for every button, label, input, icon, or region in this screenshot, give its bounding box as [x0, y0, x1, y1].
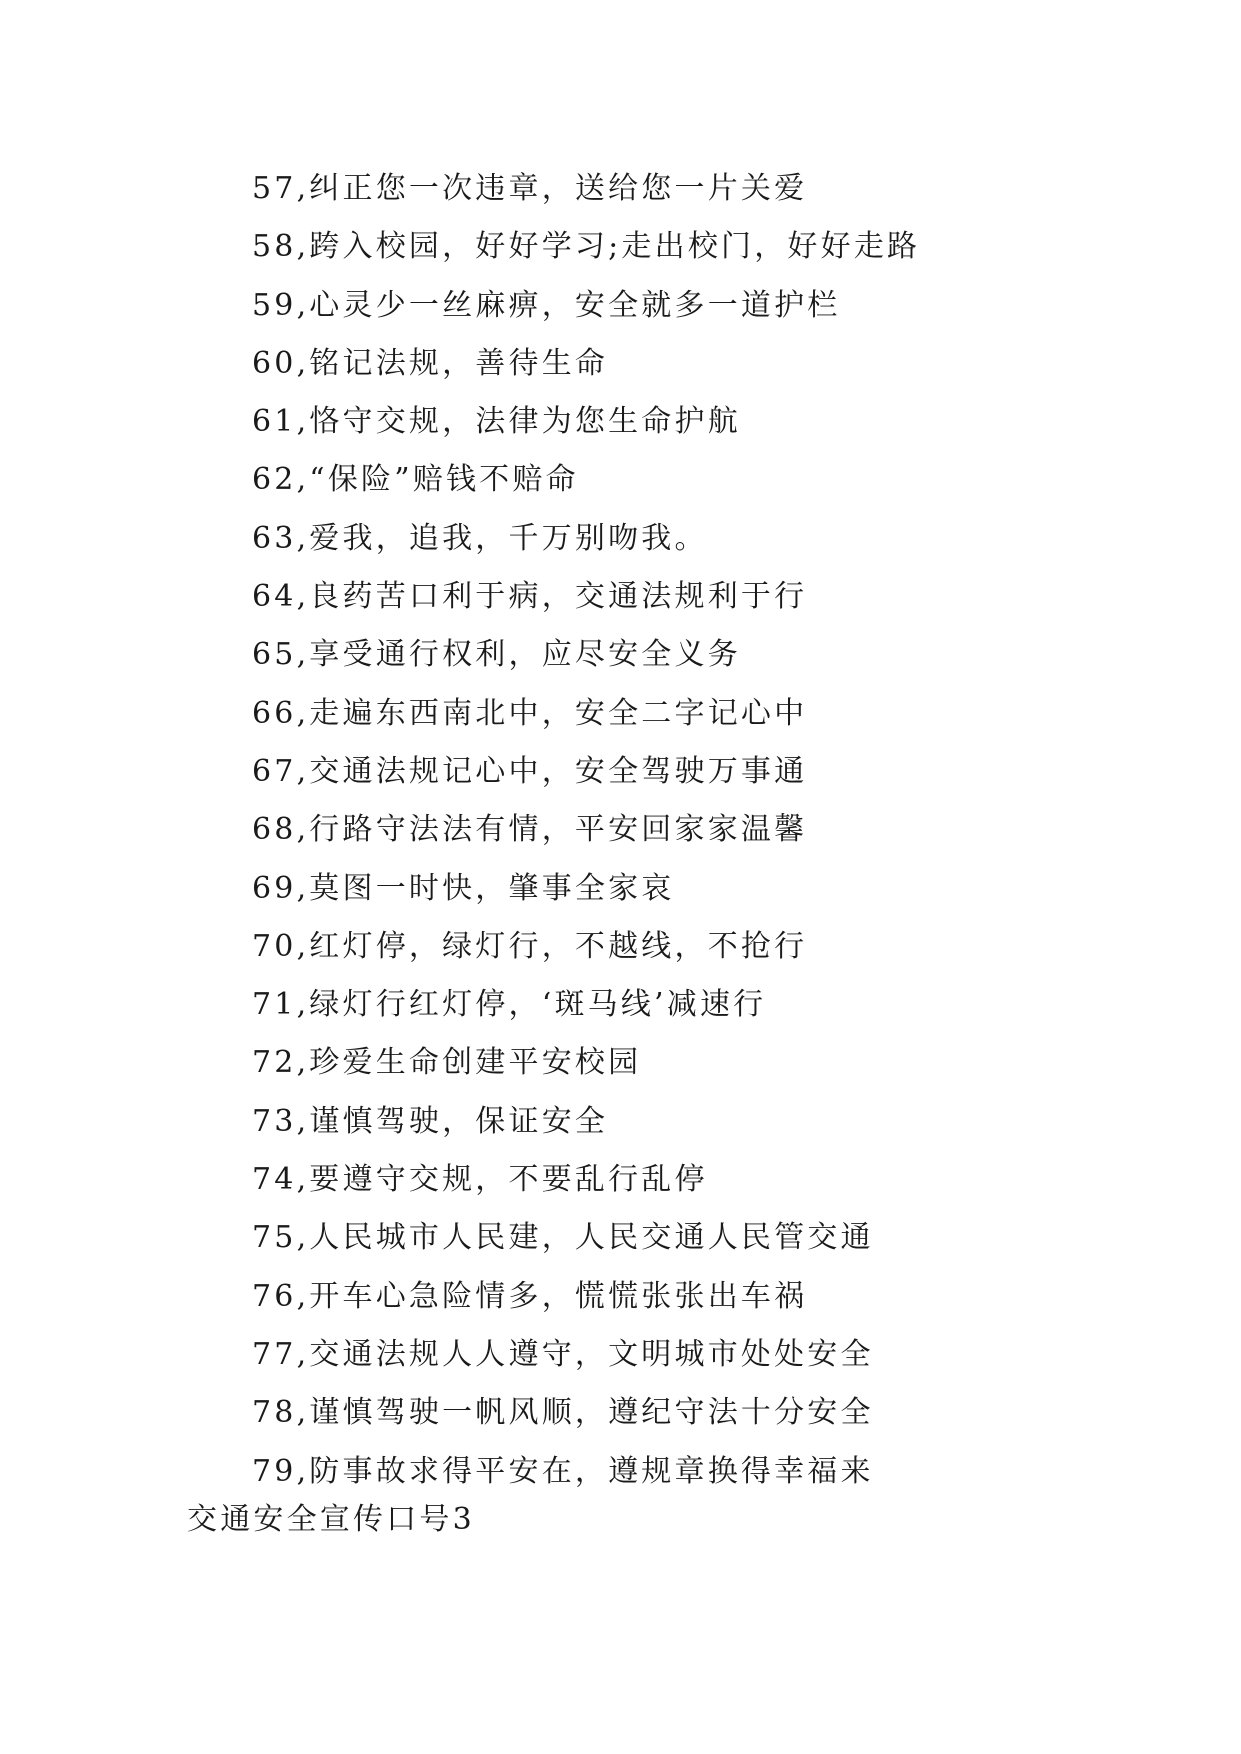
- slogan-list: [252, 160, 920, 1501]
- slogan-item: 79,防事故求得平安在，遵规章换得幸福来: [252, 1453, 874, 1489]
- slogan-item: 70,红灯停，绿灯行，不越线，不抢行: [252, 928, 808, 964]
- slogan-item: 59,心灵少一丝麻痹，安全就多一道护栏: [252, 287, 841, 323]
- slogan-item: 74,要遵守交规，不要乱行乱停: [252, 1162, 708, 1198]
- slogan-item: 69,莫图一时快，肇事全家哀: [252, 870, 675, 906]
- slogan-item: 66,走遍东西南北中，安全二字记心中: [252, 695, 808, 731]
- slogan-item: 62,“保险”赔钱不赔命: [252, 462, 579, 498]
- slogan-item: 64,良药苦口利于病，交通法规利于行: [252, 579, 808, 615]
- slogan-item: 73,谨慎驾驶，保证安全: [252, 1103, 609, 1139]
- slogan-item: 76,开车心急险情多，慌慌张张出车祸: [252, 1278, 808, 1314]
- slogan-item: 71,绿灯行红灯停，‘斑马线’减速行: [252, 987, 767, 1023]
- slogan-item: 78,谨慎驾驶一帆风顺，遵纪守法十分安全: [252, 1395, 874, 1431]
- slogan-item: 58,跨入校园，好好学习;走出校门，好好走路: [252, 229, 921, 265]
- slogan-item: 75,人民城市人民建，人民交通人民管交通: [252, 1220, 874, 1256]
- section-heading: 交通安全宣传口号3: [187, 1502, 475, 1537]
- slogan-item: 67,交通法规记心中，安全驾驶万事通: [252, 753, 808, 789]
- slogan-item: 60,铭记法规，善待生命: [252, 345, 609, 381]
- slogan-item: 72,珍爱生命创建平安校园: [252, 1045, 642, 1081]
- slogan-item: 77,交通法规人人遵守，文明城市处处安全: [252, 1336, 874, 1372]
- slogan-item: 63,爱我，追我，千万别吻我。: [252, 520, 708, 556]
- slogan-item: 68,行路守法法有情，平安回家家温馨: [252, 812, 808, 848]
- slogan-item: 57,纠正您一次违章，送给您一片关爱: [252, 171, 808, 206]
- slogan-item: 65,享受通行权利，应尽安全义务: [252, 637, 741, 673]
- slogan-item: 61,恪守交规，法律为您生命护航: [252, 404, 741, 440]
